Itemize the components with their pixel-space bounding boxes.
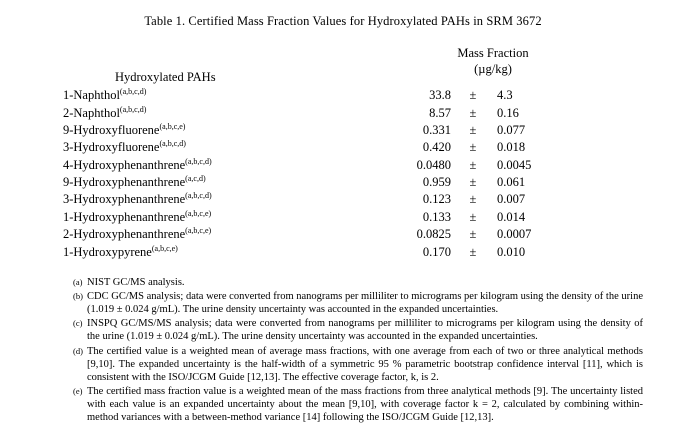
- table-header: [63, 45, 623, 87]
- footnote: [73, 386, 643, 425]
- analyte-name: [63, 174, 363, 191]
- mass-fraction-value: 0.123: [422, 192, 451, 207]
- plus-minus-symbol: ±: [469, 175, 477, 190]
- mass-fraction-value: 0.331: [422, 122, 451, 137]
- table-row: [63, 209, 623, 226]
- analyte-label: 1-Hydroxypyrene: [62, 244, 152, 259]
- analyte-name: [63, 87, 363, 104]
- analyte-label: 4-Hydroxyphenanthrene: [62, 157, 186, 172]
- mass-fraction-value: 0.0480: [416, 157, 451, 172]
- analyte-label: 1-Hydroxyphenanthrene: [62, 209, 186, 224]
- expanded-uncertainty: 0.061: [496, 175, 526, 190]
- plus-minus-symbol: ±: [469, 227, 477, 242]
- mass-fraction-value: 0.959: [422, 175, 451, 190]
- footnote-marker: (a): [73, 276, 83, 287]
- document-page: [0, 14, 686, 445]
- footnote-text: The certified mass fraction value is a weighted mean of the mass fractions from three analytical methods [9]. The uncertainty listed with each value is an expanded uncertainty about the mean [9,10], with coverage factor k = 2, calculated by combining within-method variances with a between-method variance [14] following the ISO/JCGM Guide [12,13].: [87, 386, 643, 423]
- analyte-name: [63, 226, 363, 243]
- mass-fraction-value: 0.170: [422, 244, 451, 259]
- analyte-label: 9-Hydroxyphenanthrene: [62, 175, 186, 190]
- footnote-text: INSPQ GC/MS/MS analysis; data were converted from nanograms per milliliter to micrograms per kilogram using the density of the urine (1.019 ± 0.024 g/mL). The urine density uncertainty was accounted in the expanded uncertainties.: [87, 318, 643, 343]
- plus-minus-symbol: ±: [469, 122, 477, 137]
- table-row: [63, 226, 623, 243]
- analyte-name: [63, 243, 363, 260]
- expanded-uncertainty: 0.010: [496, 244, 526, 259]
- analyte-name: [63, 191, 363, 208]
- footnote-marker: (e): [73, 386, 83, 396]
- expanded-uncertainty: 0.007: [496, 192, 526, 207]
- footnote-ref: (a,b,c,d): [185, 191, 212, 201]
- plus-minus-symbol: ±: [469, 244, 477, 259]
- plus-minus-symbol: ±: [469, 140, 477, 155]
- table-body: [63, 87, 623, 261]
- analyte-label: 9-Hydroxyfluorene: [62, 122, 160, 137]
- table-row: [63, 243, 623, 260]
- footnote-text: The certified value is a weighted mean of average mass fractions, with one average from each of two or three analytical methods [9,10]. The expanded uncertainty is the half-width of a symmetric 95 % parametric bootstrap confidence interval [11], which is consistent with the ISO/JCGM Guide [12,13]. The effective coverage factor, k, is 2.: [87, 345, 643, 383]
- analyte-name: [63, 122, 363, 139]
- table-row: [63, 87, 623, 104]
- table-row: [63, 139, 623, 156]
- footnote-marker: (c): [73, 318, 83, 329]
- footnote-ref: (a,b,c,d): [185, 156, 212, 166]
- footnote-ref: (a,b,c,e): [185, 208, 212, 218]
- table-row: [63, 157, 623, 174]
- mass-fraction-value: 0.0825: [416, 227, 451, 242]
- analyte-label: 2-Hydroxyphenanthrene: [62, 227, 186, 242]
- analyte-name: [63, 157, 363, 174]
- table-row: [63, 104, 623, 121]
- plus-minus-symbol: ±: [469, 209, 477, 224]
- footnote-ref: (a,b,c,e): [185, 226, 212, 236]
- expanded-uncertainty: 0.16: [496, 105, 519, 120]
- column-header-mass-fraction: Mass Fraction: [457, 46, 529, 60]
- table-row: [63, 191, 623, 208]
- footnote: [73, 318, 643, 344]
- analyte-label: 2-Naphthol: [62, 105, 120, 120]
- analyte-label: 3-Hydroxyfluorene: [62, 140, 160, 155]
- footnote-text: CDC GC/MS analysis; data were converted from nanograms per milliliter to micrograms per kilogram using the density of the urine (1.019 ± 0.024 g/mL). The urine density uncertainty was accounted in the expanded uncertainties.: [87, 291, 643, 316]
- footnote-text: NIST GC/MS analysis.: [87, 276, 185, 288]
- footnote-ref: (a,b,c,d): [159, 139, 186, 149]
- footnote-ref: (a,b,c,d): [119, 104, 147, 114]
- analyte-label: 3-Hydroxyphenanthrene: [62, 192, 186, 207]
- column-header-analyte: Hydroxylated PAHs: [114, 70, 216, 84]
- mass-fraction-value: 0.420: [422, 140, 451, 155]
- footnote-ref: (a,b,c,d): [119, 87, 147, 97]
- mass-fraction-value: 0.133: [422, 209, 451, 224]
- analyte-label: 1-Naphthol: [62, 88, 120, 103]
- footnote-marker: (b): [73, 291, 83, 302]
- expanded-uncertainty: 0.014: [496, 209, 526, 224]
- plus-minus-symbol: ±: [469, 192, 477, 207]
- expanded-uncertainty: 0.0045: [496, 157, 532, 172]
- table-title: Table 1. Certified Mass Fraction Values for Hydroxylated PAHs in SRM 3672: [144, 14, 542, 28]
- analyte-name: [63, 209, 363, 226]
- column-header-units: (µg/kg): [474, 62, 512, 76]
- footnote: [73, 277, 643, 290]
- plus-minus-symbol: ±: [469, 105, 477, 120]
- expanded-uncertainty: 4.3: [496, 88, 513, 103]
- mass-fraction-value: 8.57: [429, 105, 451, 120]
- footnote: [73, 346, 643, 385]
- footnote-marker: (d): [73, 345, 83, 356]
- certified-values-table: [63, 45, 623, 261]
- footnote-ref: (a,c,d): [185, 173, 206, 183]
- table-row: [63, 174, 623, 191]
- mass-fraction-value: 33.8: [429, 88, 451, 103]
- footnote: [73, 291, 643, 317]
- expanded-uncertainty: 0.018: [496, 140, 526, 155]
- analyte-name: [63, 139, 363, 156]
- footnote-ref: (a,b,c,e): [151, 243, 178, 253]
- plus-minus-symbol: ±: [469, 157, 477, 172]
- expanded-uncertainty: 0.0007: [496, 227, 532, 242]
- analyte-name: [63, 104, 363, 121]
- footnotes-section: [43, 277, 643, 425]
- expanded-uncertainty: 0.077: [496, 122, 526, 137]
- footnote-ref: (a,b,c,e): [159, 121, 186, 131]
- table-row: [63, 122, 623, 139]
- plus-minus-symbol: ±: [469, 88, 477, 103]
